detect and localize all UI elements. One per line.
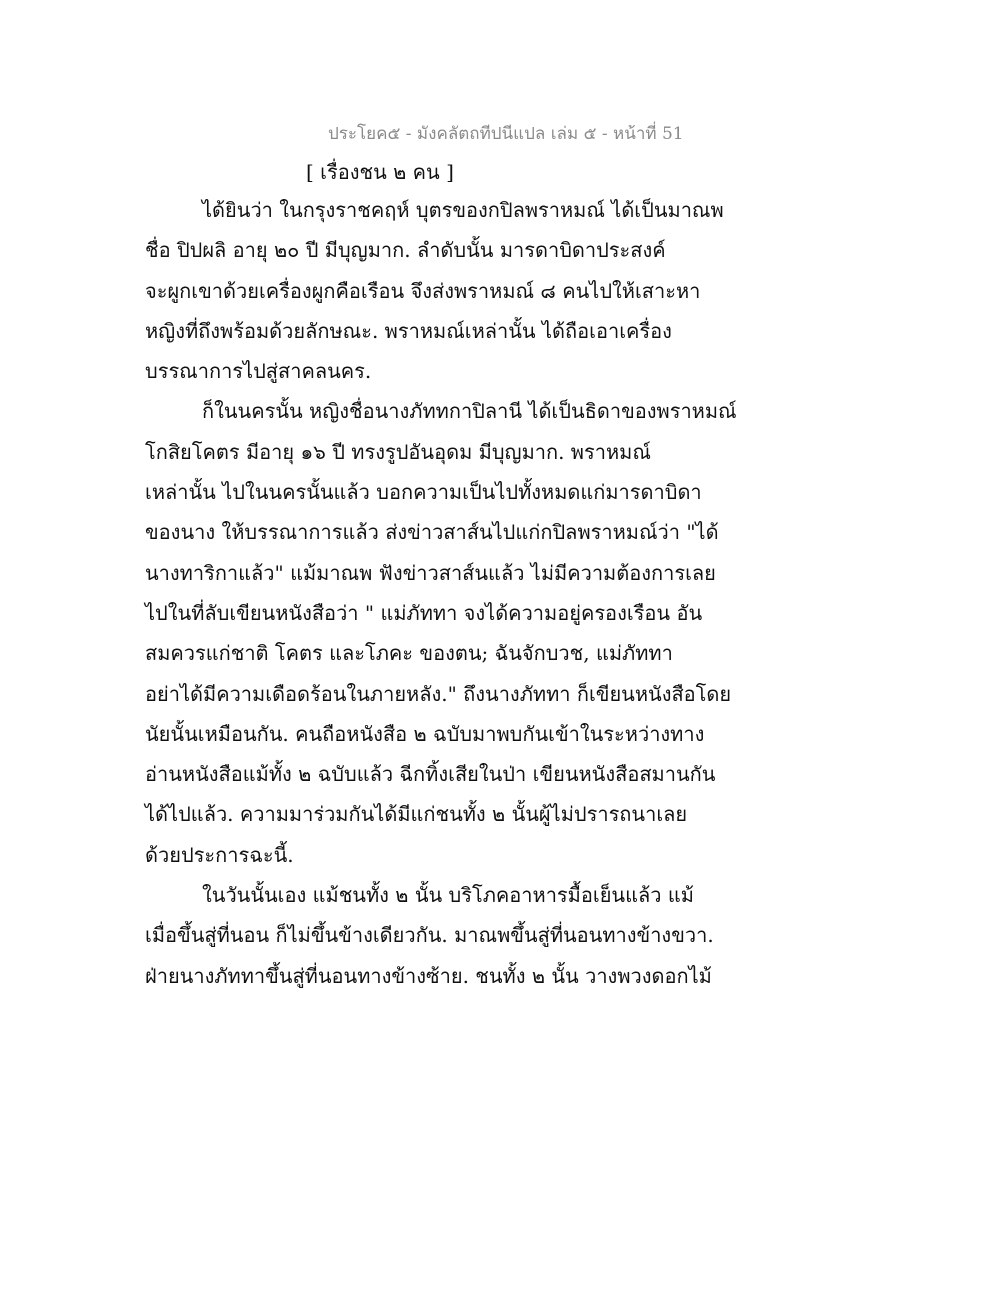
text-line: อ่านหนังสือแม้ทั้ง ๒ ฉบับแล้ว ฉีกทิ้งเสียในป่า เขียนหนังสือสมานกัน xyxy=(145,762,716,787)
text-line: นัยนั้นเหมือนกัน. คนถือหนังสือ ๒ ฉบับมาพบกันเข้าในระหว่างทาง xyxy=(145,721,705,746)
text-line: สมควรแก่ชาติ โคตร และโภคะ ของตน; ฉันจักบวช, แม่ภัททา xyxy=(145,641,673,666)
text-line: ในวันนั้นเอง แม้ชนทั้ง ๒ นั้น บริโภคอาหารมื้อเย็นแล้ว แม้ xyxy=(202,883,694,908)
text-line: ไปในที่ลับเขียนหนังสือว่า " แม่ภัททา จงได้ความอยู่ครองเรือน อัน xyxy=(145,600,703,625)
text-line: เมื่อขึ้นสู่ที่นอน ก็ไม่ขึ้นข้างเดียวกัน. มาณพขึ้นสู่ที่นอนทางข้างขวา. xyxy=(145,923,714,948)
text-line: ชื่อ ปิปผลิ อายุ ๒๐ ปี มีบุญมาก. ลำดับนั้น มารดาบิดาประสงค์ xyxy=(145,238,666,263)
section-title: [ เรื่องชน ๒ คน ] xyxy=(306,160,454,184)
text-line: บรรณาการไปสู่สาคลนคร. xyxy=(145,359,372,384)
running-head: ประโยค๕ - มังคลัตถทีปนีแปล เล่ม ๕ - หน้าที่ 51 xyxy=(328,124,684,144)
text-line: หญิงที่ถึงพร้อมด้วยลักษณะ. พราหมณ์เหล่านั้น ได้ถือเอาเครื่อง xyxy=(145,318,672,343)
text-line: ฝ่ายนางภัททาขึ้นสู่ที่นอนทางข้างซ้าย. ชนทั้ง ๒ นั้น วางพวงดอกไม้ xyxy=(145,963,712,988)
text-line: ได้ยินว่า ในกรุงราชคฤห์ บุตรของกปิลพราหมณ์ ได้เป็นมาณพ xyxy=(202,198,724,222)
text-line: อย่าได้มีความเดือดร้อนในภายหลัง." ถึงนางภัททา ก็เขียนหนังสือโดย xyxy=(145,681,732,706)
text-line: นางทาริกาแล้ว" แม้มาณพ ฟังข่าวสาส์นแล้ว ไม่มีความต้องการเลย xyxy=(145,560,716,585)
text-line: โกสิยโคตร มีอายุ ๑๖ ปี ทรงรูปอันอุดม มีบุญมาก. พราหมณ์ xyxy=(145,439,651,464)
text-line: เหล่านั้น ไปในนครนั้นแล้ว บอกความเป็นไปทั้งหมดแก่มารดาบิดา xyxy=(145,480,702,505)
text-line: ก็ในนครนั้น หญิงชื่อนางภัททกาปิลานี ได้เป็นธิดาของพราหมณ์ xyxy=(202,399,737,424)
text-line: ด้วยประการฉะนี้. xyxy=(145,842,294,867)
text-line: จะผูกเขาด้วยเครื่องผูกคือเรือน จึงส่งพราหมณ์ ๘ คนไปให้เสาะหา xyxy=(145,278,701,303)
body-text xyxy=(145,190,737,996)
text-line: ของนาง ให้บรรณาการแล้ว ส่งข่าวสาส์นไปแก่กปิลพราหมณ์ว่า "ได้ xyxy=(145,520,719,545)
text-line: ได้ไปแล้ว. ความมาร่วมกันได้มีแก่ชนทั้ง ๒ นั้นผู้ไม่ปรารถนาเลย xyxy=(145,802,688,827)
